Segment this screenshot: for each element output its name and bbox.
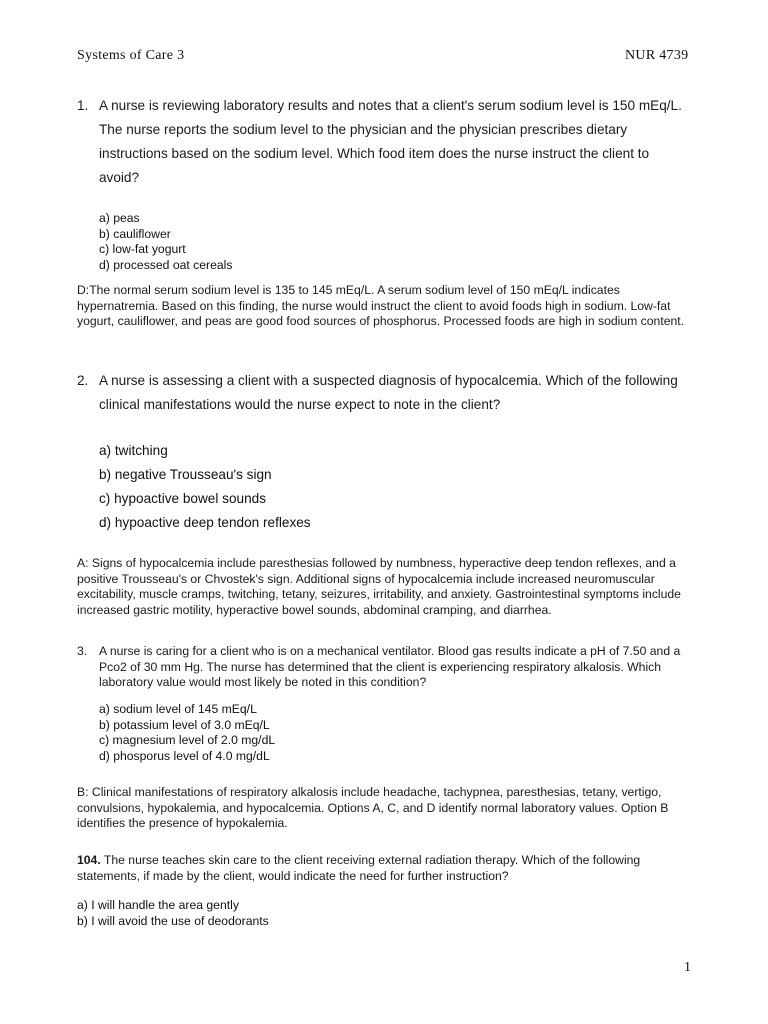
question-text: The nurse teaches skin care to the client receiving external radiation therapy. Which of the following statements, if made by the client, would indicate the need for further instruction? [77,853,641,883]
question-number: 3. [77,644,88,658]
question-3-options [99,702,275,764]
question-number: 1. [77,98,89,113]
question-number: 2. [77,373,89,388]
question-3-rationale: B: Clinical manifestations of respiratory alkalosis include headache, tachypnea, paresthesias, tetany, vertigo, convulsions, hypokalemia, and hypocalcemia. Options A, C, and D identify normal laboratory values. Option B identifies the presence of hypokalemia. [77,785,669,830]
question-104-options [77,898,269,929]
question-1-rationale: D:The normal serum sodium level is 135 to 145 mEq/L. A serum sodium level of 150 mEq/L indicates hypernatremia. Based on this finding, the nurse would instruct the client to avoid foods high in sodium. Low-fat yogurt, cauliflower, and peas are good food sources of phosphorus. Processed foods are high in sodium content. [77,283,685,328]
option-b: b) I will avoid the use of deodorants [77,913,269,928]
question-2-rationale: A: Signs of hypocalcemia include paresthesias followed by numbness, hyperactive deep tendon reflexes, and a positive Trousseau's or Chvostek's sign. Additional signs of hypocalcemia include increased neuromuscular excitability, muscle cramps, twitching, tetany, seizures, irritability, and anxiety. Gastrointestinal symptoms include increased gastric motility, hyperactive bowel sounds, abdominal cramping, and diarrhea. [77,556,681,617]
question-104 [77,853,692,884]
option-a: a) sodium level of 145 mEq/L [99,702,257,716]
header-course-code: NUR 4739 [625,48,689,63]
option-c: c) hypoactive bowel sounds [99,491,266,506]
option-d: d) hypoactive deep tendon reflexes [99,515,311,530]
option-a: a) peas [99,211,140,225]
option-a: a) I will handle the area gently [77,898,239,912]
question-number: 104. [77,853,101,867]
question-text: A nurse is reviewing laboratory results and notes that a client's serum sodium level is 150 mEq/L. The nurse reports the sodium level to the physician and the physician prescribes dietary instructions based on the sodium level. Which food item does the nurse instruct the client to avoid? [99,98,682,185]
option-d: d) phosporus level of 4.0 mg/dL [99,748,270,763]
option-b: b) negative Trousseau's sign [99,467,272,482]
option-a: a) twitching [99,443,168,458]
header-course-title: Systems of Care 3 [77,48,185,63]
option-c: c) low-fat yogurt [99,242,186,256]
option-c: c) magnesium level of 2.0 mg/dL [99,733,276,747]
question-1-options [99,211,232,273]
question-text: A nurse is caring for a client who is on a mechanical ventilator. Blood gas results indicate a pH of 7.50 and a Pco2 of 30 mm Hg. The nurse has determined that the client is experiencing respiratory alkalosis. Which laboratory value would most likely be noted in this condition? [99,644,681,689]
option-b: b) potassium level of 3.0 mEq/L [99,717,270,732]
question-2-options [99,439,311,535]
question-text: A nurse is assessing a client with a suspected diagnosis of hypocalcemia. Which of the following clinical manifestations would the nurse expect to note in the client? [99,373,678,412]
option-b: b) cauliflower [99,226,171,241]
option-d: d) processed oat cereals [99,257,233,272]
page-number: 1 [684,960,691,975]
